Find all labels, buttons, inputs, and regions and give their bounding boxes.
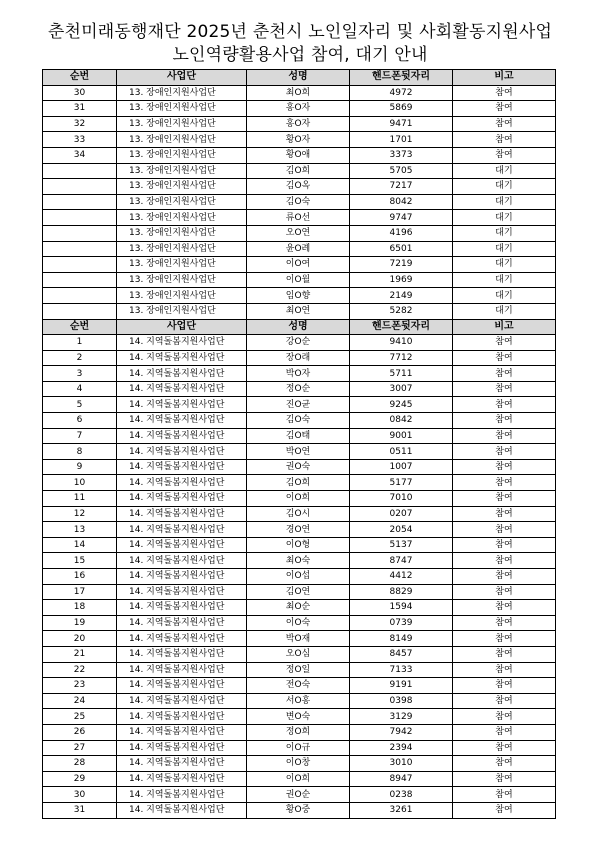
table-row — [43, 303, 556, 319]
table-row — [43, 646, 556, 662]
cell-no: 13 — [43, 522, 117, 538]
cell-note: 참여 — [453, 381, 556, 397]
cell-name: 이O규 — [247, 740, 350, 756]
cell-no: 22 — [43, 662, 117, 678]
cell-no — [43, 303, 117, 319]
cell-note: 참여 — [453, 740, 556, 756]
cell-name: 김O숙 — [247, 413, 350, 429]
table-row — [43, 724, 556, 740]
cell-name: 권O순 — [247, 787, 350, 803]
cell-phone: 5282 — [350, 303, 453, 319]
cell-name: 이O희 — [247, 771, 350, 787]
cell-unit: 13. 장애인지원사업단 — [117, 194, 247, 210]
cell-note: 참여 — [453, 693, 556, 709]
cell-unit: 14. 지역돌봄지원사업단 — [117, 662, 247, 678]
cell-note: 대기 — [453, 241, 556, 257]
header-unit: 사업단 — [117, 70, 247, 86]
cell-unit: 14. 지역돌봄지원사업단 — [117, 335, 247, 351]
cell-name: 김O시 — [247, 506, 350, 522]
table-row — [43, 335, 556, 351]
cell-note: 대기 — [453, 163, 556, 179]
table-row — [43, 475, 556, 491]
cell-unit: 13. 장애인지원사업단 — [117, 101, 247, 117]
cell-phone: 3007 — [350, 381, 453, 397]
cell-phone: 2054 — [350, 522, 453, 538]
cell-unit: 13. 장애인지원사업단 — [117, 303, 247, 319]
table-row — [43, 771, 556, 787]
cell-unit: 14. 지역돌봄지원사업단 — [117, 615, 247, 631]
cell-no — [43, 241, 117, 257]
cell-unit: 14. 지역돌봄지원사업단 — [117, 522, 247, 538]
header-no: 순번 — [43, 70, 117, 86]
cell-note: 참여 — [453, 413, 556, 429]
cell-unit: 14. 지역돌봄지원사업단 — [117, 366, 247, 382]
cell-name: 변O숙 — [247, 709, 350, 725]
cell-note: 참여 — [453, 584, 556, 600]
cell-name: 최O숙 — [247, 553, 350, 569]
cell-unit: 13. 장애인지원사업단 — [117, 163, 247, 179]
cell-phone: 7219 — [350, 257, 453, 273]
cell-unit: 14. 지역돌봄지원사업단 — [117, 397, 247, 413]
cell-note: 참여 — [453, 428, 556, 444]
cell-no: 31 — [43, 802, 117, 818]
cell-unit: 13. 장애인지원사업단 — [117, 241, 247, 257]
cell-note: 참여 — [453, 397, 556, 413]
cell-no: 17 — [43, 584, 117, 600]
table-row — [43, 272, 556, 288]
table-row — [43, 85, 556, 101]
cell-name: 박O재 — [247, 631, 350, 647]
cell-phone: 5137 — [350, 537, 453, 553]
table-row — [43, 116, 556, 132]
cell-note: 대기 — [453, 210, 556, 226]
cell-phone: 8042 — [350, 194, 453, 210]
table-header-row — [43, 319, 556, 335]
cell-phone: 4972 — [350, 85, 453, 101]
cell-unit: 14. 지역돌봄지원사업단 — [117, 506, 247, 522]
cell-name: 최O연 — [247, 303, 350, 319]
cell-note: 대기 — [453, 225, 556, 241]
cell-name: 이O숙 — [247, 615, 350, 631]
cell-unit: 14. 지역돌봄지원사업단 — [117, 569, 247, 585]
table-row — [43, 584, 556, 600]
cell-phone: 9245 — [350, 397, 453, 413]
cell-note: 참여 — [453, 475, 556, 491]
cell-phone: 0238 — [350, 787, 453, 803]
cell-unit: 14. 지역돌봄지원사업단 — [117, 802, 247, 818]
cell-unit: 14. 지역돌봄지원사업단 — [117, 444, 247, 460]
cell-phone: 7133 — [350, 662, 453, 678]
table-row — [43, 693, 556, 709]
cell-phone: 8747 — [350, 553, 453, 569]
cell-no: 5 — [43, 397, 117, 413]
cell-no: 15 — [43, 553, 117, 569]
cell-note: 참여 — [453, 506, 556, 522]
table-row — [43, 491, 556, 507]
cell-phone: 3010 — [350, 756, 453, 772]
cell-no: 21 — [43, 646, 117, 662]
cell-note: 참여 — [453, 335, 556, 351]
cell-no: 9 — [43, 459, 117, 475]
cell-unit: 13. 장애인지원사업단 — [117, 132, 247, 148]
cell-name: 이O형 — [247, 537, 350, 553]
cell-no: 30 — [43, 85, 117, 101]
header-note: 비고 — [453, 70, 556, 86]
cell-note: 참여 — [453, 646, 556, 662]
cell-unit: 13. 장애인지원사업단 — [117, 116, 247, 132]
cell-unit: 14. 지역돌봄지원사업단 — [117, 646, 247, 662]
cell-name: 황O중 — [247, 802, 350, 818]
table-row — [43, 288, 556, 304]
header-phone: 핸드폰뒷자리 — [350, 70, 453, 86]
cell-name: 홍O자 — [247, 116, 350, 132]
table-row — [43, 428, 556, 444]
table-row — [43, 678, 556, 694]
cell-phone: 8829 — [350, 584, 453, 600]
cell-unit: 14. 지역돌봄지원사업단 — [117, 459, 247, 475]
cell-unit: 14. 지역돌봄지원사업단 — [117, 771, 247, 787]
cell-no: 8 — [43, 444, 117, 460]
cell-unit: 13. 장애인지원사업단 — [117, 272, 247, 288]
cell-no: 1 — [43, 335, 117, 351]
cell-unit: 14. 지역돌봄지원사업단 — [117, 724, 247, 740]
table-row — [43, 802, 556, 818]
cell-phone: 6501 — [350, 241, 453, 257]
cell-no: 20 — [43, 631, 117, 647]
cell-unit: 14. 지역돌봄지원사업단 — [117, 381, 247, 397]
cell-phone: 7942 — [350, 724, 453, 740]
cell-unit: 13. 장애인지원사업단 — [117, 179, 247, 195]
cell-unit: 14. 지역돌봄지원사업단 — [117, 600, 247, 616]
cell-note: 참여 — [453, 459, 556, 475]
table-row — [43, 350, 556, 366]
table-row — [43, 101, 556, 117]
cell-no — [43, 288, 117, 304]
cell-unit: 13. 장애인지원사업단 — [117, 257, 247, 273]
cell-note: 참여 — [453, 537, 556, 553]
table-row — [43, 537, 556, 553]
cell-unit: 13. 장애인지원사업단 — [117, 210, 247, 226]
cell-name: 이O창 — [247, 756, 350, 772]
cell-name: 박O자 — [247, 366, 350, 382]
cell-note: 참여 — [453, 491, 556, 507]
cell-note: 대기 — [453, 272, 556, 288]
table-row — [43, 631, 556, 647]
header-phone: 핸드폰뒷자리 — [350, 319, 453, 335]
cell-phone: 1594 — [350, 600, 453, 616]
cell-phone: 0398 — [350, 693, 453, 709]
cell-phone: 9191 — [350, 678, 453, 694]
cell-name: 박O연 — [247, 444, 350, 460]
cell-no: 2 — [43, 350, 117, 366]
table-row — [43, 132, 556, 148]
cell-no: 14 — [43, 537, 117, 553]
cell-phone: 5711 — [350, 366, 453, 382]
cell-name: 최O희 — [247, 85, 350, 101]
cell-name: 이O섭 — [247, 569, 350, 585]
cell-no — [43, 179, 117, 195]
cell-note: 참여 — [453, 116, 556, 132]
table-row — [43, 163, 556, 179]
cell-note: 참여 — [453, 631, 556, 647]
cell-name: 김O희 — [247, 475, 350, 491]
table-row — [43, 522, 556, 538]
cell-name: 오O심 — [247, 646, 350, 662]
cell-name: 김O희 — [247, 163, 350, 179]
cell-name: 강O순 — [247, 335, 350, 351]
cell-note: 참여 — [453, 132, 556, 148]
cell-no: 31 — [43, 101, 117, 117]
cell-unit: 14. 지역돌봄지원사업단 — [117, 787, 247, 803]
cell-phone: 4196 — [350, 225, 453, 241]
table-row — [43, 569, 556, 585]
cell-note: 참여 — [453, 553, 556, 569]
cell-unit: 13. 장애인지원사업단 — [117, 225, 247, 241]
cell-no: 3 — [43, 366, 117, 382]
cell-note: 대기 — [453, 179, 556, 195]
table-row — [43, 366, 556, 382]
cell-phone: 0739 — [350, 615, 453, 631]
cell-no — [43, 257, 117, 273]
cell-no: 26 — [43, 724, 117, 740]
table-row — [43, 600, 556, 616]
header-name: 성명 — [247, 319, 350, 335]
table-row — [43, 662, 556, 678]
cell-note: 참여 — [453, 600, 556, 616]
cell-note: 참여 — [453, 569, 556, 585]
cell-note: 참여 — [453, 522, 556, 538]
cell-unit: 14. 지역돌봄지원사업단 — [117, 413, 247, 429]
table-row — [43, 740, 556, 756]
cell-no — [43, 272, 117, 288]
cell-no: 7 — [43, 428, 117, 444]
table-row — [43, 225, 556, 241]
cell-name: 권O숙 — [247, 459, 350, 475]
cell-name: 경O연 — [247, 522, 350, 538]
table-row — [43, 257, 556, 273]
cell-name: 김O옥 — [247, 179, 350, 195]
cell-phone: 8149 — [350, 631, 453, 647]
cell-phone: 1969 — [350, 272, 453, 288]
table-row — [43, 615, 556, 631]
cell-no: 16 — [43, 569, 117, 585]
cell-name: 이O희 — [247, 491, 350, 507]
cell-name: 황O애 — [247, 147, 350, 163]
table-row — [43, 210, 556, 226]
header-no: 순번 — [43, 319, 117, 335]
header-name: 성명 — [247, 70, 350, 86]
table-row — [43, 787, 556, 803]
cell-name: 진O균 — [247, 397, 350, 413]
cell-no: 24 — [43, 693, 117, 709]
cell-no: 19 — [43, 615, 117, 631]
cell-no: 32 — [43, 116, 117, 132]
table-row — [43, 506, 556, 522]
cell-phone: 9747 — [350, 210, 453, 226]
cell-phone: 3129 — [350, 709, 453, 725]
table-row — [43, 194, 556, 210]
cell-unit: 14. 지역돌봄지원사업단 — [117, 475, 247, 491]
cell-no: 30 — [43, 787, 117, 803]
header-note: 비고 — [453, 319, 556, 335]
table-row — [43, 241, 556, 257]
cell-note: 참여 — [453, 787, 556, 803]
cell-phone: 7217 — [350, 179, 453, 195]
cell-unit: 13. 장애인지원사업단 — [117, 288, 247, 304]
table-row — [43, 553, 556, 569]
cell-phone: 0511 — [350, 444, 453, 460]
cell-no — [43, 163, 117, 179]
cell-note: 참여 — [453, 444, 556, 460]
cell-note: 대기 — [453, 257, 556, 273]
cell-note: 참여 — [453, 724, 556, 740]
cell-phone: 2394 — [350, 740, 453, 756]
cell-no: 29 — [43, 771, 117, 787]
cell-name: 오O연 — [247, 225, 350, 241]
cell-name: 홍O자 — [247, 101, 350, 117]
cell-phone: 2149 — [350, 288, 453, 304]
table-row — [43, 444, 556, 460]
cell-phone: 3373 — [350, 147, 453, 163]
cell-note: 참여 — [453, 709, 556, 725]
page-subtitle: 노인역량활용사업 참여, 대기 안내 — [172, 45, 428, 65]
cell-name: 서O홍 — [247, 693, 350, 709]
table-header-row — [43, 70, 556, 86]
table-row — [43, 179, 556, 195]
cell-unit: 14. 지역돌봄지원사업단 — [117, 678, 247, 694]
header-unit: 사업단 — [117, 319, 247, 335]
cell-phone: 7010 — [350, 491, 453, 507]
cell-unit: 14. 지역돌봄지원사업단 — [117, 584, 247, 600]
cell-name: 김O숙 — [247, 194, 350, 210]
cell-note: 참여 — [453, 771, 556, 787]
cell-phone: 3261 — [350, 802, 453, 818]
cell-unit: 14. 지역돌봄지원사업단 — [117, 756, 247, 772]
cell-note: 대기 — [453, 194, 556, 210]
cell-name: 정O일 — [247, 662, 350, 678]
cell-name: 전O숙 — [247, 678, 350, 694]
cell-no: 25 — [43, 709, 117, 725]
table-row — [43, 413, 556, 429]
cell-note: 참여 — [453, 147, 556, 163]
cell-name: 임O향 — [247, 288, 350, 304]
table-row — [43, 756, 556, 772]
participant-table — [42, 69, 556, 819]
cell-unit: 14. 지역돌봄지원사업단 — [117, 631, 247, 647]
cell-no: 33 — [43, 132, 117, 148]
cell-unit: 14. 지역돌봄지원사업단 — [117, 553, 247, 569]
cell-name: 김O태 — [247, 428, 350, 444]
table-row — [43, 459, 556, 475]
cell-phone: 4412 — [350, 569, 453, 585]
cell-phone: 9001 — [350, 428, 453, 444]
cell-name: 황O자 — [247, 132, 350, 148]
cell-name: 김O연 — [247, 584, 350, 600]
cell-name: 이O월 — [247, 272, 350, 288]
cell-no: 23 — [43, 678, 117, 694]
table-row — [43, 381, 556, 397]
cell-phone: 9410 — [350, 335, 453, 351]
cell-note: 참여 — [453, 615, 556, 631]
cell-unit: 14. 지역돌봄지원사업단 — [117, 350, 247, 366]
cell-note: 참여 — [453, 678, 556, 694]
cell-phone: 5705 — [350, 163, 453, 179]
cell-note: 참여 — [453, 350, 556, 366]
cell-no: 10 — [43, 475, 117, 491]
cell-name: 류O선 — [247, 210, 350, 226]
cell-unit: 14. 지역돌봄지원사업단 — [117, 740, 247, 756]
cell-phone: 0842 — [350, 413, 453, 429]
cell-no: 28 — [43, 756, 117, 772]
cell-note: 대기 — [453, 303, 556, 319]
cell-name: 장O래 — [247, 350, 350, 366]
cell-phone: 7712 — [350, 350, 453, 366]
cell-name: 정O희 — [247, 724, 350, 740]
table-row — [43, 709, 556, 725]
cell-no: 18 — [43, 600, 117, 616]
cell-note: 참여 — [453, 802, 556, 818]
cell-phone: 8457 — [350, 646, 453, 662]
cell-phone: 8947 — [350, 771, 453, 787]
cell-name: 정O순 — [247, 381, 350, 397]
cell-phone: 9471 — [350, 116, 453, 132]
cell-unit: 14. 지역돌봄지원사업단 — [117, 537, 247, 553]
cell-no — [43, 194, 117, 210]
cell-name: 윤O례 — [247, 241, 350, 257]
cell-no — [43, 225, 117, 241]
cell-phone: 1007 — [350, 459, 453, 475]
cell-no: 6 — [43, 413, 117, 429]
cell-note: 대기 — [453, 288, 556, 304]
cell-note: 참여 — [453, 101, 556, 117]
cell-no: 4 — [43, 381, 117, 397]
cell-no: 27 — [43, 740, 117, 756]
cell-note: 참여 — [453, 662, 556, 678]
cell-no: 34 — [43, 147, 117, 163]
cell-note: 참여 — [453, 366, 556, 382]
cell-unit: 14. 지역돌봄지원사업단 — [117, 709, 247, 725]
cell-note: 참여 — [453, 85, 556, 101]
cell-unit: 13. 장애인지원사업단 — [117, 147, 247, 163]
cell-no: 12 — [43, 506, 117, 522]
table-row — [43, 147, 556, 163]
cell-unit: 13. 장애인지원사업단 — [117, 85, 247, 101]
cell-phone: 0207 — [350, 506, 453, 522]
cell-phone: 5869 — [350, 101, 453, 117]
cell-name: 최O순 — [247, 600, 350, 616]
cell-unit: 14. 지역돌봄지원사업단 — [117, 693, 247, 709]
cell-note: 참여 — [453, 756, 556, 772]
cell-unit: 14. 지역돌봄지원사업단 — [117, 428, 247, 444]
page-title: 춘천미래동행재단 2025년 춘천시 노인일자리 및 사회활동지원사업 — [47, 22, 553, 42]
table-row — [43, 397, 556, 413]
cell-unit: 14. 지역돌봄지원사업단 — [117, 491, 247, 507]
cell-no: 11 — [43, 491, 117, 507]
cell-no — [43, 210, 117, 226]
cell-name: 이O여 — [247, 257, 350, 273]
cell-phone: 5177 — [350, 475, 453, 491]
cell-phone: 1701 — [350, 132, 453, 148]
